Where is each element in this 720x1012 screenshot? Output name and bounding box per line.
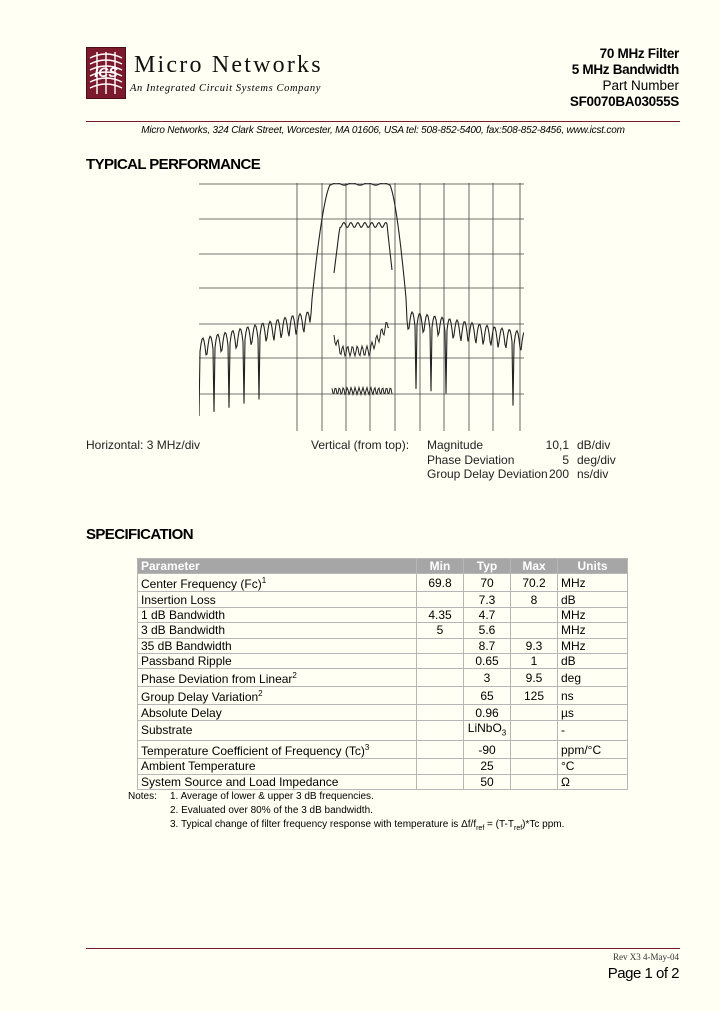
- product-bandwidth: 5 MHz Bandwidth: [571, 62, 679, 77]
- parameter-cell: [138, 638, 417, 653]
- typ-value: LiNbO: [467, 720, 502, 735]
- min-cell: [417, 720, 464, 740]
- column-header-min: Min: [417, 559, 464, 574]
- typ-cell: 70: [464, 574, 511, 592]
- response-plot: [199, 183, 524, 431]
- units-cell: dB: [558, 653, 628, 668]
- footer-rule: [86, 948, 680, 949]
- note-item: [170, 818, 564, 836]
- specification-title: SPECIFICATION: [86, 526, 193, 543]
- horizontal-scale: Horizontal: 3 MHz/div: [86, 438, 201, 452]
- group-delay-trace: [332, 388, 392, 395]
- parameter-cell: [138, 669, 417, 687]
- parameter-cell: [138, 741, 417, 759]
- min-cell: 69.8: [417, 574, 464, 592]
- note-text: 3. Typical change of filter frequency response with temperature is Δf/f: [170, 819, 477, 830]
- notes-list: [170, 790, 564, 836]
- company-name: Micro Networks: [134, 52, 323, 78]
- parameter-name: 1 dB Bandwidth: [141, 607, 226, 622]
- column-header-max: Max: [511, 559, 558, 574]
- table-row: [138, 574, 628, 592]
- min-cell: [417, 705, 464, 720]
- note-subscript: ref: [476, 825, 485, 832]
- note-subscript: ref: [514, 825, 523, 832]
- typ-cell: 0.65: [464, 653, 511, 668]
- magnitude-trace: [199, 183, 524, 416]
- note-reference: 3: [364, 743, 370, 753]
- parameter-cell: [138, 607, 417, 622]
- note-reference: 2: [292, 671, 297, 681]
- typ-cell: 4.7: [464, 607, 511, 622]
- max-cell: [511, 607, 558, 622]
- parameter-name: Passband Ripple: [141, 654, 232, 669]
- parameter-name: 35 dB Bandwidth: [141, 638, 232, 653]
- trace-scale-value: 5: [562, 452, 569, 467]
- table-row: [138, 653, 628, 668]
- typ-cell: -90: [464, 741, 511, 759]
- units-cell: MHz: [558, 638, 628, 653]
- min-cell: [417, 759, 464, 774]
- magnitude-wide-trace: [334, 223, 392, 274]
- parameter-name: Phase Deviation from Linear: [141, 672, 293, 687]
- table-row: [138, 774, 628, 789]
- parameter-cell: [138, 574, 417, 592]
- units-cell: -: [558, 720, 628, 740]
- trace-legend: [427, 438, 616, 482]
- trace-name: Phase Deviation: [427, 452, 515, 467]
- trace-name: Magnitude: [427, 438, 484, 452]
- parameter-cell: [138, 623, 417, 638]
- units-cell: dB: [558, 592, 628, 607]
- parameter-name: Insertion Loss: [141, 592, 216, 607]
- trace-scale-value: 10,1: [545, 438, 569, 452]
- min-cell: [417, 741, 464, 759]
- units-cell: MHz: [558, 574, 628, 592]
- max-cell: [511, 774, 558, 789]
- table-row: [138, 623, 628, 638]
- table-row: [138, 720, 628, 740]
- parameter-cell: [138, 687, 417, 705]
- typ-cell: 5.6: [464, 623, 511, 638]
- revision-label: Rev X3 4-May-04: [613, 952, 679, 962]
- trace-scale-unit: deg/div: [577, 452, 616, 467]
- typ-cell: 0.96: [464, 705, 511, 720]
- parameter-cell: [138, 759, 417, 774]
- parameter-cell: [138, 653, 417, 668]
- parameter-name: System Source and Load Impedance: [141, 774, 339, 789]
- units-cell: ns: [558, 687, 628, 705]
- table-header-row: [138, 559, 628, 574]
- typ-cell: 65: [464, 687, 511, 705]
- min-cell: [417, 638, 464, 653]
- max-cell: 1: [511, 653, 558, 668]
- max-cell: [511, 623, 558, 638]
- note-text: = (T-T: [484, 819, 514, 830]
- notes-label: Notes:: [128, 791, 157, 802]
- logo-text: ICS: [94, 64, 118, 80]
- max-cell: [511, 741, 558, 759]
- typ-cell: 7.3: [464, 592, 511, 607]
- typ-cell: [464, 720, 511, 740]
- units-cell: MHz: [558, 623, 628, 638]
- table-row: [138, 607, 628, 622]
- trace-legend-row: [427, 438, 611, 453]
- parameter-name: 3 dB Bandwidth: [141, 623, 226, 638]
- part-number-label: Part Number: [602, 78, 679, 93]
- note-item: 1. Average of lower & upper 3 dB frequencies.: [170, 791, 374, 802]
- column-header-parameter: Parameter: [138, 559, 417, 574]
- max-cell: [511, 720, 558, 740]
- parameter-cell: [138, 592, 417, 607]
- units-cell: deg: [558, 669, 628, 687]
- trace-name: Group Delay Deviation: [427, 467, 548, 481]
- parameter-cell: [138, 720, 417, 740]
- max-cell: 125: [511, 687, 558, 705]
- max-cell: 9.5: [511, 669, 558, 687]
- min-cell: [417, 592, 464, 607]
- header-rule: [86, 121, 680, 122]
- parameter-cell: [138, 774, 417, 789]
- parameter-name: Substrate: [141, 723, 193, 738]
- note-reference: 1: [261, 576, 267, 586]
- note-reference: 2: [258, 689, 263, 699]
- company-tagline: An Integrated Circuit Systems Company: [130, 83, 321, 94]
- max-cell: [511, 759, 558, 774]
- trace-legend-row: [427, 452, 616, 468]
- min-cell: [417, 669, 464, 687]
- parameter-name: Temperature Coefficient of Frequency (Tc): [141, 744, 365, 759]
- typ-cell: 3: [464, 669, 511, 687]
- units-cell: Ω: [558, 774, 628, 789]
- phase-deviation-trace: [334, 323, 389, 357]
- typ-subscript: 3: [501, 728, 507, 738]
- column-header-units: Units: [558, 559, 628, 574]
- parameter-name: Center Frequency (Fc): [141, 577, 262, 592]
- table-row: [138, 592, 628, 607]
- parameter-name: Group Delay Variation: [141, 690, 259, 705]
- specification-table: [137, 558, 628, 790]
- product-title: [570, 46, 679, 110]
- typ-cell: 50: [464, 774, 511, 789]
- table-row: [138, 741, 628, 759]
- note-text: )*Tc ppm.: [522, 819, 565, 830]
- page-number: Page 1 of 2: [607, 965, 679, 982]
- min-cell: [417, 687, 464, 705]
- min-cell: 4.35: [417, 607, 464, 622]
- max-cell: 8: [511, 592, 558, 607]
- trace-scale-unit: ns/div: [577, 467, 609, 481]
- units-cell: µs: [558, 705, 628, 720]
- table-row: [138, 638, 628, 653]
- column-header-typ: Typ: [464, 559, 511, 574]
- note-item: 2. Evaluated over 80% of the 3 dB bandwidth.: [170, 805, 373, 816]
- table-row: [138, 669, 628, 687]
- performance-title: TYPICAL PERFORMANCE: [86, 156, 261, 173]
- part-number: SF0070BA03055S: [569, 94, 679, 109]
- company-logo: [86, 47, 126, 99]
- units-cell: MHz: [558, 607, 628, 622]
- parameter-name: Ambient Temperature: [141, 759, 256, 774]
- typ-cell: 8.7: [464, 638, 511, 653]
- trace-legend-row: [427, 467, 609, 482]
- table-row: [138, 705, 628, 720]
- parameter-cell: [138, 705, 417, 720]
- max-cell: 9.3: [511, 638, 558, 653]
- trace-scale-unit: dB/div: [577, 438, 611, 452]
- product-frequency: 70 MHz Filter: [599, 46, 679, 61]
- contact-address: Micro Networks, 324 Clark Street, Worcester, MA 01606, USA tel: 508-852-5400, fax:508-852-8456, www.icst.com: [141, 125, 625, 136]
- max-cell: 70.2: [511, 574, 558, 592]
- min-cell: [417, 774, 464, 789]
- units-cell: ppm/°C: [558, 741, 628, 759]
- vertical-scale-label: Vertical (from top):: [311, 438, 410, 452]
- trace-scale-value: 200: [548, 467, 569, 481]
- units-cell: °C: [558, 759, 628, 774]
- min-cell: [417, 653, 464, 668]
- table-row: [138, 687, 628, 705]
- parameter-name: Absolute Delay: [141, 705, 222, 720]
- table-row: [138, 759, 628, 774]
- typ-cell: 25: [464, 759, 511, 774]
- min-cell: 5: [417, 623, 464, 638]
- max-cell: [511, 705, 558, 720]
